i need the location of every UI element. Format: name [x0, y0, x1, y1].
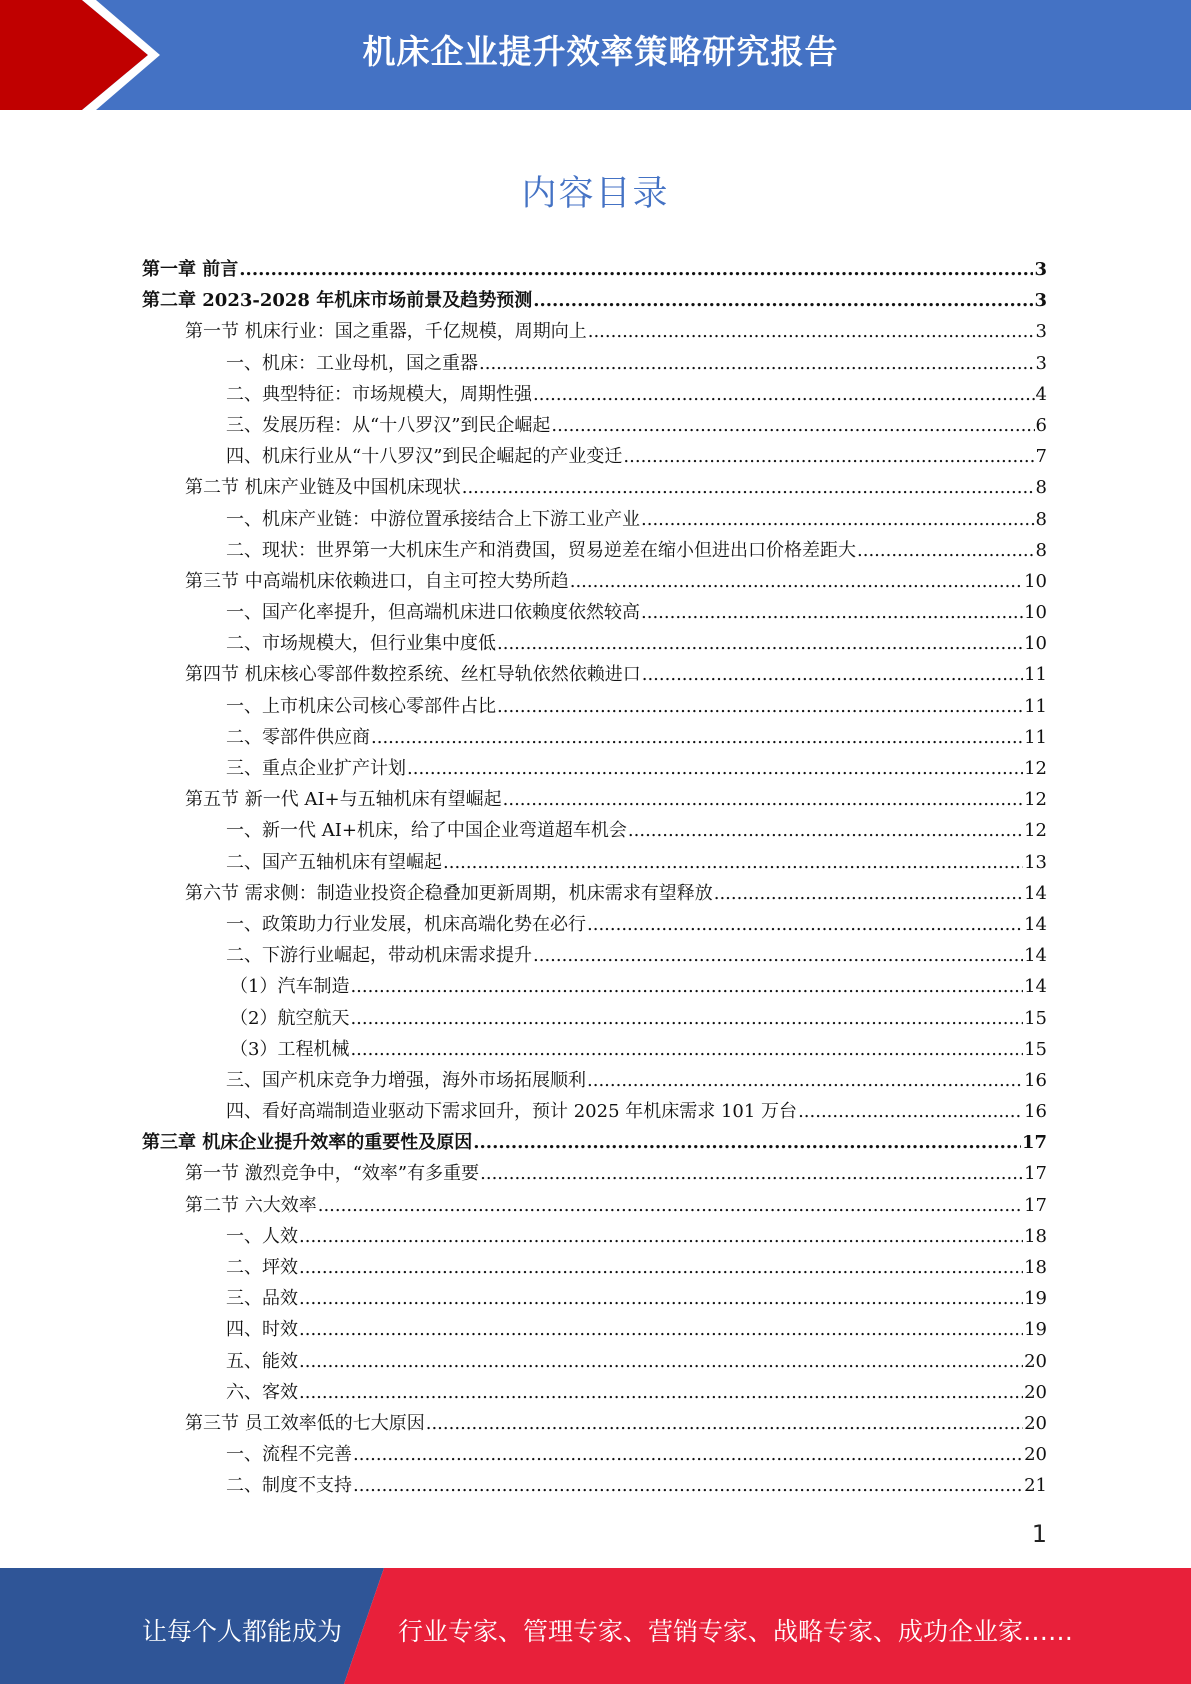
- toc-entry[interactable]: [142, 1377, 1047, 1408]
- toc-dot-leader: [299, 1314, 1023, 1345]
- toc-entry-page: 14: [1024, 976, 1047, 998]
- toc-dot-leader: [371, 722, 1023, 753]
- toc-dot-leader: [353, 1439, 1023, 1470]
- toc-entry-page: 12: [1024, 758, 1047, 779]
- toc-entry[interactable]: [142, 348, 1047, 379]
- toc-entry[interactable]: [142, 1439, 1047, 1470]
- toc-entry[interactable]: [142, 1346, 1047, 1377]
- toc-entry-title: 第一章 前言: [142, 259, 239, 280]
- toc-entry-page: 10: [1024, 570, 1047, 592]
- toc-entry-page: 19: [1024, 1319, 1047, 1341]
- report-title: 机床企业提升效率策略研究报告: [362, 32, 839, 71]
- toc-dot-leader: [641, 504, 1035, 535]
- toc-entry[interactable]: [142, 285, 1047, 316]
- toc-entry[interactable]: [142, 441, 1047, 472]
- toc-entry-title: 一、政策助力行业发展，机床高端化势在必行: [226, 913, 586, 935]
- toc-entry-title: 第一节 机床行业：国之重器，千亿规模，周期向上: [185, 321, 587, 343]
- toc-entry-title: 三、发展历程：从“十八罗汉”到民企崛起: [226, 414, 551, 436]
- toc-entry[interactable]: [142, 878, 1047, 909]
- toc-entry[interactable]: [142, 753, 1047, 784]
- toc-entry-page: 8: [1035, 508, 1047, 530]
- toc-entry[interactable]: [142, 722, 1047, 753]
- toc-entry[interactable]: [142, 909, 1047, 940]
- toc-dot-leader: [587, 1065, 1023, 1096]
- toc-entry[interactable]: [142, 566, 1047, 597]
- toc-entry-page: 20: [1024, 1350, 1047, 1372]
- toc-dot-leader: [353, 1470, 1023, 1501]
- toc-entry[interactable]: [142, 847, 1047, 878]
- toc-entry-title: 第三节 员工效率低的七大原因: [185, 1412, 425, 1434]
- toc-entry[interactable]: [142, 1003, 1047, 1034]
- toc-dot-leader: [533, 940, 1023, 971]
- toc-dot-leader: [426, 1408, 1023, 1439]
- toc-dot-leader: [462, 472, 1035, 503]
- toc-entry[interactable]: [142, 535, 1047, 566]
- toc-entry-page: 8: [1035, 539, 1047, 561]
- toc-entry-title: 第二章 2023-2028 年机床市场前景及趋势预测: [142, 290, 533, 312]
- toc-entry-page: 12: [1024, 789, 1047, 811]
- toc-entry-page: 6: [1035, 414, 1047, 436]
- toc-entry[interactable]: [142, 316, 1047, 347]
- toc-entry[interactable]: [142, 1034, 1047, 1065]
- page-number: 1: [1031, 1520, 1047, 1548]
- toc-entry-page: 11: [1024, 695, 1047, 717]
- toc-entry-page: 21: [1024, 1475, 1047, 1497]
- toc-entry[interactable]: [142, 1190, 1047, 1221]
- toc-dot-leader: [714, 878, 1023, 909]
- toc-dot-leader: [798, 1096, 1023, 1127]
- toc-entry-page: 18: [1024, 1257, 1047, 1278]
- toc-dot-leader: [570, 566, 1023, 597]
- toc-dot-leader: [350, 1003, 1023, 1034]
- toc-entry-title: 第五节 新一代 AI+与五轴机床有望崛起: [185, 789, 502, 811]
- toc-entry-page: 16: [1024, 1069, 1047, 1091]
- toc-dot-leader: [299, 1377, 1023, 1408]
- toc-dot-leader: [350, 1034, 1023, 1065]
- toc-entry-title: 三、重点企业扩产计划: [226, 758, 406, 779]
- toc-entry-title: 第六节 需求侧：制造业投资企稳叠加更新周期，机床需求有望释放: [185, 882, 713, 904]
- toc-entry-page: 18: [1024, 1225, 1047, 1247]
- toc-entry[interactable]: [142, 1252, 1047, 1283]
- toc-dot-leader: [407, 753, 1023, 784]
- toc-entry-page: 3: [1035, 321, 1047, 343]
- toc-entry-title: （1）汽车制造: [230, 976, 350, 998]
- toc-entry[interactable]: [142, 597, 1047, 628]
- toc-dot-leader: [299, 1346, 1023, 1377]
- toc-dot-leader: [443, 847, 1023, 878]
- toc-entry-page: 19: [1024, 1288, 1047, 1310]
- toc-dot-leader: [588, 316, 1035, 347]
- toc-entry[interactable]: [142, 1127, 1047, 1158]
- toc-entry-page: 11: [1024, 664, 1047, 686]
- toc-dot-leader: [628, 815, 1023, 846]
- toc-entry-title: 一、国产化率提升，但高端机床进口依赖度依然较高: [226, 602, 640, 624]
- toc-entry-page: 17: [1024, 1194, 1047, 1216]
- toc-entry[interactable]: [142, 504, 1047, 535]
- page-footer: [0, 1568, 1191, 1684]
- toc-entry-title: 一、人效: [226, 1225, 298, 1247]
- toc-entry-page: 20: [1024, 1381, 1047, 1403]
- toc-entry-page: 17: [1024, 1163, 1047, 1185]
- toc-entry-page: 10: [1024, 602, 1047, 624]
- toc-entry-title: 第三章 机床企业提升效率的重要性及原因: [142, 1132, 473, 1154]
- toc-entry-page: 14: [1024, 882, 1047, 904]
- toc-entry-page: 8: [1035, 477, 1047, 499]
- toc-entry-title: 一、机床产业链：中游位置承接结合上下游工业产业: [226, 508, 640, 530]
- toc-heading: 内容目录: [521, 174, 670, 214]
- toc-dot-leader: [480, 1158, 1023, 1189]
- toc-dot-leader: [642, 659, 1023, 690]
- toc-entry-page: 3: [1034, 259, 1047, 280]
- toc-entry-title: 第四节 机床核心零部件数控系统、丝杠导轨依然依赖进口: [185, 664, 641, 686]
- toc-entry-title: 一、机床：工业母机，国之重器: [226, 352, 478, 374]
- toc-entry-title: （3）工程机械: [230, 1038, 350, 1060]
- table-of-contents: [142, 254, 1047, 1502]
- toc-dot-leader: [318, 1190, 1023, 1221]
- toc-dot-leader: [623, 441, 1034, 472]
- toc-entry-title: 二、现状：世界第一大机床生产和消费国，贸易逆差在缩小但进出口价格差距大: [226, 539, 856, 561]
- toc-entry-title: （2）航空航天: [230, 1007, 350, 1029]
- toc-dot-leader: [587, 909, 1023, 940]
- toc-dot-leader: [641, 597, 1023, 628]
- toc-entry-page: 15: [1024, 1007, 1047, 1029]
- page-header: [0, 0, 1191, 110]
- toc-entry-title: 第二节 机床产业链及中国机床现状: [185, 477, 461, 499]
- toc-entry-title: 三、国产机床竞争力增强，海外市场拓展顺利: [226, 1069, 586, 1091]
- toc-entry[interactable]: [142, 691, 1047, 722]
- toc-entry[interactable]: [142, 1314, 1047, 1345]
- toc-dot-leader: [479, 348, 1035, 379]
- toc-entry-title: 二、坪效: [226, 1257, 298, 1278]
- toc-entry-title: 二、典型特征：市场规模大，周期性强: [226, 383, 532, 405]
- toc-entry-title: 第二节 六大效率: [185, 1194, 317, 1216]
- toc-dot-leader: [533, 379, 1035, 410]
- toc-entry[interactable]: [142, 1158, 1047, 1189]
- toc-entry[interactable]: [142, 628, 1047, 659]
- toc-entry-title: 第三节 中高端机床依赖进口，自主可控大势所趋: [185, 570, 569, 592]
- toc-entry[interactable]: [142, 1096, 1047, 1127]
- toc-dot-leader: [350, 971, 1023, 1002]
- toc-entry-page: 10: [1024, 633, 1047, 655]
- toc-dot-leader: [857, 535, 1035, 566]
- toc-entry[interactable]: [142, 784, 1047, 815]
- toc-entry-page: 11: [1024, 726, 1047, 748]
- toc-entry-page: 16: [1024, 1101, 1047, 1123]
- toc-entry[interactable]: [142, 379, 1047, 410]
- toc-entry[interactable]: [142, 472, 1047, 503]
- toc-entry[interactable]: [142, 1065, 1047, 1096]
- toc-dot-leader: [503, 784, 1023, 815]
- toc-entry-title: 四、看好高端制造业驱动下需求回升，预计 2025 年机床需求 101 万台: [226, 1101, 798, 1123]
- toc-entry-page: 3: [1034, 290, 1047, 312]
- toc-dot-leader: [533, 285, 1033, 316]
- toc-dot-leader: [497, 691, 1023, 722]
- toc-entry-title: 三、品效: [226, 1288, 298, 1310]
- toc-entry-page: 3: [1035, 352, 1047, 374]
- toc-dot-leader: [299, 1221, 1023, 1252]
- toc-entry-page: 14: [1024, 945, 1047, 967]
- footer-slogan-left: 让每个人都能成为: [142, 1617, 343, 1646]
- toc-entry[interactable]: [142, 1283, 1047, 1314]
- toc-entry-title: 二、国产五轴机床有望崛起: [226, 851, 442, 873]
- toc-entry-title: 二、市场规模大，但行业集中度低: [226, 633, 496, 655]
- toc-dot-leader: [299, 1252, 1023, 1283]
- footer-slogan-right: 行业专家、管理专家、营销专家、战略专家、成功企业家……: [398, 1617, 1074, 1646]
- toc-entry-title: 一、上市机床公司核心零部件占比: [226, 695, 496, 717]
- toc-entry-title: 第一节 激烈竞争中，“效率”有多重要: [185, 1163, 480, 1185]
- toc-entry-page: 4: [1035, 383, 1047, 405]
- toc-entry[interactable]: [142, 971, 1047, 1002]
- toc-entry-page: 17: [1021, 1132, 1047, 1154]
- toc-entry[interactable]: [142, 254, 1047, 285]
- toc-entry-title: 二、下游行业崛起，带动机床需求提升: [226, 945, 532, 967]
- toc-entry-page: 7: [1035, 446, 1047, 468]
- toc-entry-title: 二、制度不支持: [226, 1475, 352, 1497]
- toc-entry-title: 四、时效: [226, 1319, 298, 1341]
- toc-dot-leader: [473, 1127, 1021, 1158]
- toc-entry-page: 12: [1024, 820, 1047, 842]
- toc-entry-title: 四、机床行业从“十八罗汉”到民企崛起的产业变迁: [226, 446, 623, 468]
- toc-entry[interactable]: [142, 1408, 1047, 1439]
- toc-entry[interactable]: [142, 1470, 1047, 1501]
- toc-entry-page: 20: [1024, 1412, 1047, 1434]
- toc-entry[interactable]: [142, 940, 1047, 971]
- toc-dot-leader: [239, 254, 1033, 285]
- toc-entry-page: 15: [1024, 1038, 1047, 1060]
- toc-dot-leader: [299, 1283, 1023, 1314]
- toc-entry[interactable]: [142, 659, 1047, 690]
- toc-entry-page: 14: [1024, 913, 1047, 935]
- toc-entry-title: 二、零部件供应商: [226, 726, 370, 748]
- toc-dot-leader: [551, 410, 1034, 441]
- toc-entry-title: 一、新一代 AI+机床，给了中国企业弯道超车机会: [226, 820, 627, 842]
- toc-entry-title: 一、流程不完善: [226, 1444, 352, 1466]
- toc-entry[interactable]: [142, 815, 1047, 846]
- toc-entry[interactable]: [142, 1221, 1047, 1252]
- toc-dot-leader: [497, 628, 1023, 659]
- toc-entry[interactable]: [142, 410, 1047, 441]
- toc-entry-page: 20: [1024, 1444, 1047, 1466]
- toc-entry-page: 13: [1024, 851, 1047, 873]
- toc-entry-title: 六、客效: [226, 1381, 298, 1403]
- toc-entry-title: 五、能效: [226, 1350, 298, 1372]
